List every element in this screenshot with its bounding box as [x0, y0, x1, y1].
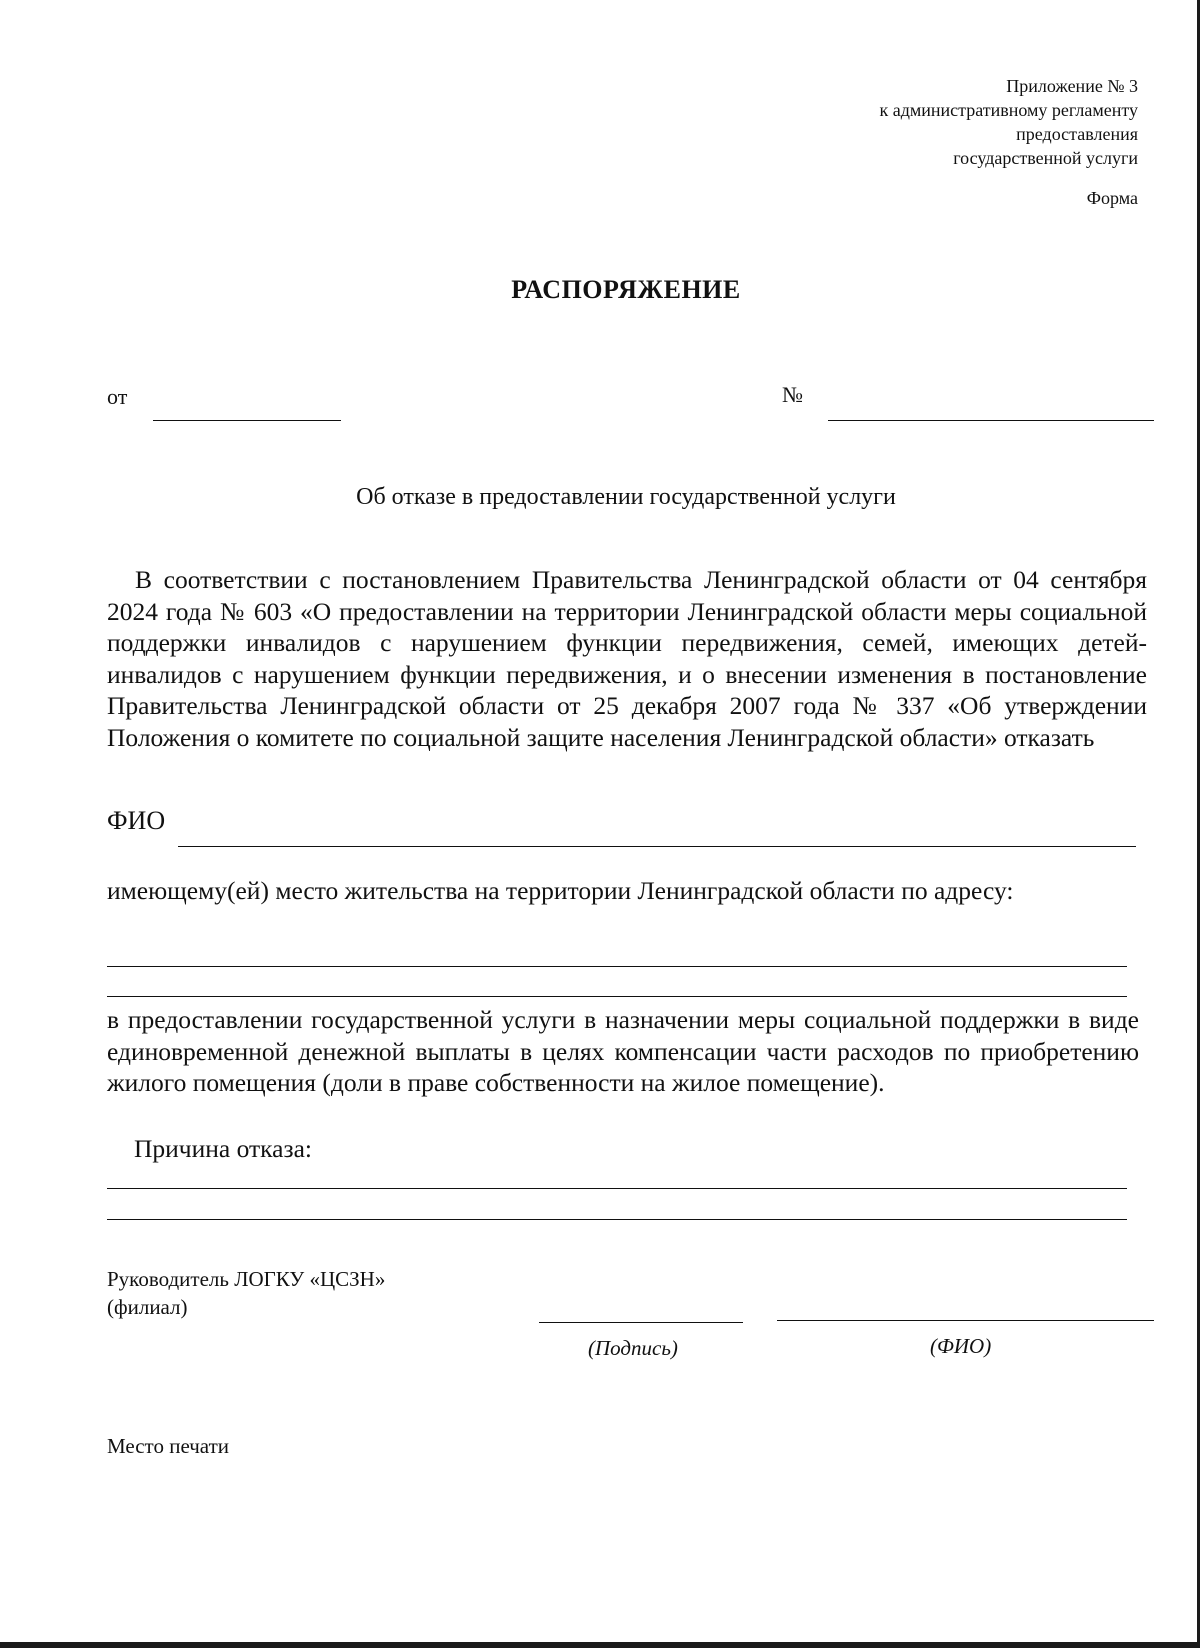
document-title: РАСПОРЯЖЕНИЕ	[511, 275, 741, 304]
form-label: Форма	[1086, 188, 1138, 208]
appendix-number: Приложение № 3	[1006, 76, 1138, 96]
appendix-header	[718, 74, 1138, 170]
appendix-service: государственной услуги	[953, 148, 1138, 168]
appendix-regulation: к административному регламенту	[879, 100, 1138, 120]
signatory-position: Руководитель ЛОГКУ «ЦСЗН»	[107, 1267, 386, 1291]
number-blank-line	[828, 420, 1154, 421]
fio-label: ФИО	[107, 806, 166, 835]
service-paragraph: в предоставлении государственной услуги в назначении меры социальной поддержки в виде единовременной денежной выплаты в целях компенсации части расходов по приобретению жилого помещения (доли в праве собственности на жилое помещение).	[107, 1005, 1139, 1097]
fio-blank-line	[178, 846, 1136, 847]
date-prefix: от	[107, 384, 128, 409]
date-blank-line	[153, 420, 341, 421]
signatory-fio-caption: (ФИО)	[930, 1334, 992, 1358]
address-blank-line	[107, 996, 1127, 997]
refusal-reason-label: Причина отказа:	[134, 1134, 312, 1163]
signatory-title	[107, 1265, 385, 1321]
body-paragraph: В соответствии с постановлением Правительства Ленинградской области от 04 сентября 2024 года № 603 «О предоставлении на территории Ленинградской области меры социальной поддержки инвалидов с нарушением функции передвижения, семей, имеющих детей-инвалидов с нарушением функции передвижения, и о внесении изменения в постановление Правительства Ленинградской области от 25 декабря 2007 года № 337 «Об утверждении Положения о комитете по социальной защите населения Ленинградской области» отказать	[107, 565, 1147, 752]
signature-caption: (Подпись)	[588, 1336, 678, 1360]
reason-blank-line	[107, 1219, 1127, 1220]
signature-blank-line	[539, 1322, 743, 1323]
appendix-provision: предоставления	[1016, 124, 1138, 144]
address-blank-line	[107, 966, 1127, 967]
signatory-fio-blank-line	[777, 1320, 1154, 1321]
scan-bottom-edge	[0, 1642, 1200, 1648]
residence-text: имеющему(ей) место жительства на территории Ленинградской области по адресу:	[107, 876, 1014, 905]
number-prefix: №	[782, 382, 803, 407]
reason-blank-line	[107, 1188, 1127, 1189]
document-subject: Об отказе в предоставлении государственной услуги	[356, 484, 896, 510]
seal-place-label: Место печати	[107, 1434, 230, 1458]
signatory-branch: (филиал)	[107, 1295, 188, 1319]
